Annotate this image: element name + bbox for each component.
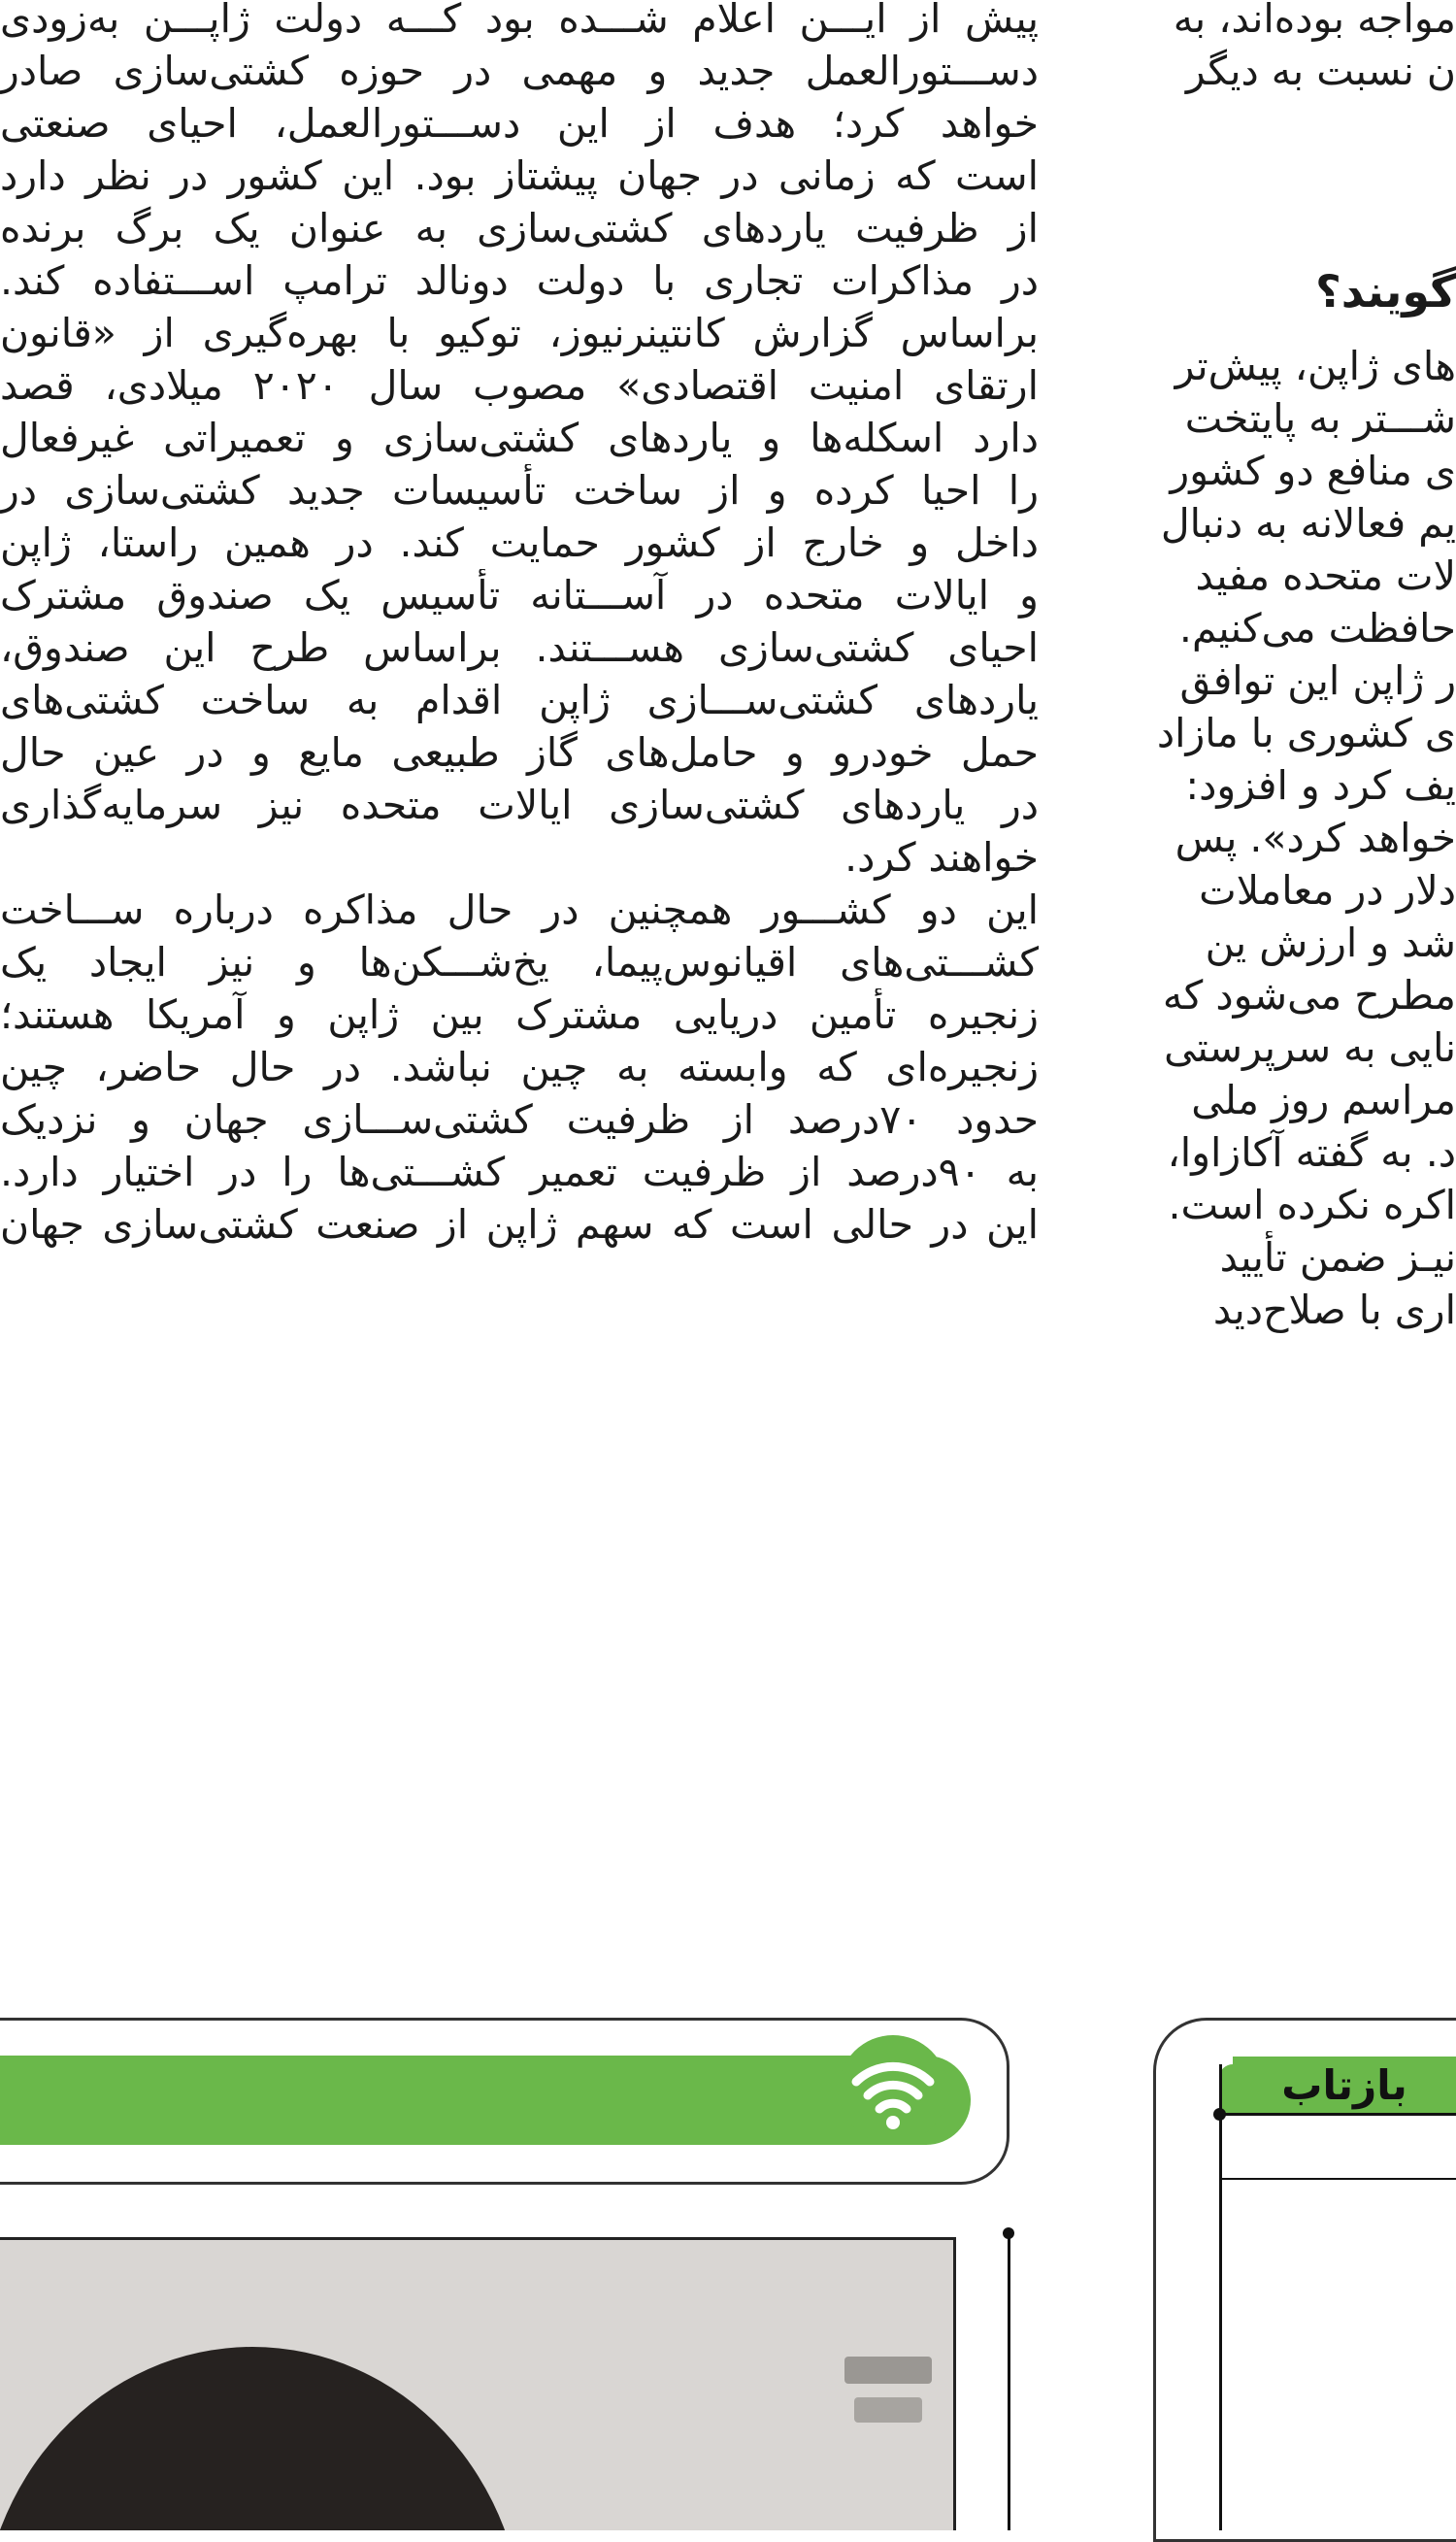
side-line: د. به گفته آکازاوا، — [1167, 1129, 1456, 1176]
side-line: مراسم روز ملی — [1191, 1077, 1456, 1123]
section-banner — [0, 2056, 971, 2145]
side-line: اری با صلاح‌دید — [1212, 1287, 1456, 1333]
article-line: این در حالی است که سهم ژاپن از صنعت کشتی‌سازی جهان — [0, 1201, 1039, 1248]
article-photo — [0, 2237, 956, 2530]
sidebar-box-dot — [1213, 2108, 1226, 2121]
side-line: خواهد کرد». پس — [1175, 815, 1456, 861]
article-line: احیای کشتی‌سازی هســـتند. براساس طرح این صندوق، — [0, 624, 1039, 671]
side-line: ن نسبت به دیگر — [1185, 48, 1456, 94]
article-line: داخل و خارج از کشور حمایت کند. در همین راستا، ژاپن — [0, 519, 1039, 566]
side-line: مواجه بوده‌اند، به — [1173, 0, 1456, 42]
article-line: در مذاکرات تجاری با دولت دونالد ترامپ اســـتفاده کند. — [0, 257, 1039, 304]
article-line: پیش از ایـــن اعلام شـــده بود کـــه دولت ژاپـــن به‌زودی — [0, 0, 1039, 42]
wifi-icon — [835, 2031, 951, 2148]
side-line: های ژاپن، پیش‌تر — [1175, 343, 1456, 389]
article-line: به ۹۰درصد از ظرفیت تعمیر کشـــتی‌ها را در اختیار دارد. — [0, 1149, 1039, 1195]
article-line: یاردهای کشتی‌ســـازی ژاپن اقدام به ساخت کشتی‌های — [0, 677, 1039, 723]
sidebar-box-title: بازتاب — [1281, 2061, 1407, 2109]
side-line: لات متحده مفید — [1195, 552, 1456, 599]
sidebar-box-rule-top — [1215, 2113, 1456, 2116]
article-line: این دو کشـــور همچنین در حال مذاکره درباره ســـاخت — [0, 886, 1039, 933]
article-line: خواهد کرد؛ هدف از این دســـتورالعمل، احیای صنعتی — [0, 100, 1039, 147]
article-main-column — [0, 0, 1039, 1251]
article-line: براساس گزارش کانتینرنیوز، توکیو با بهره‌گیری از «قانون — [0, 310, 1039, 356]
side-line: شد و ارزش ین — [1205, 920, 1456, 966]
article-line: کشـــتی‌های اقیانوس‌پیما، یخ‌شـــکن‌ها و نیز ایجاد یک — [0, 939, 1039, 986]
photo-caption-dot — [1003, 2227, 1014, 2239]
side-line: یف کرد و افزود: — [1185, 762, 1456, 809]
side-line: ر ژاپن این توافق — [1179, 657, 1456, 704]
article-line: زنجیره‌ای که وابسته به چین نباشد. در حال حاضر، چین — [0, 1044, 1039, 1090]
photo-caption-line — [1008, 2233, 1010, 2530]
sidebar-box-title-bar — [1233, 2057, 1456, 2115]
article-line: از ظرفیت یاردهای کشتی‌سازی به عنوان یک برگ برنده — [0, 205, 1039, 251]
article-line: زنجیره تأمین دریایی مشترک بین ژاپن و آمریکا هستند؛ — [0, 991, 1039, 1038]
side-line: حافظت می‌کنیم. — [1178, 605, 1456, 652]
side-line: اکره نکرده است. — [1168, 1182, 1456, 1228]
article-line: دارد اسکله‌ها و یاردهای کشتی‌سازی و تعمیراتی غیرفعال — [0, 415, 1039, 461]
article-line: ارتقای امنیت اقتصادی» مصوب سال ۲۰۲۰ میلادی، قصد — [0, 362, 1039, 409]
article-line: را احیا کرده و از ساخت تأسیسات جدید کشتی‌سازی در — [0, 467, 1039, 514]
article-line: حمل خودرو و حامل‌های گاز طبیعی مایع و در عین حال — [0, 729, 1039, 776]
side-line: مطرح می‌شود که — [1162, 972, 1456, 1019]
side-line: دلار در معاملات — [1199, 867, 1456, 914]
side-line: نیـز ضمن تأیید — [1219, 1234, 1456, 1281]
sidebar-box-rule-divider — [1219, 2178, 1456, 2180]
article-line: است که زمانی در جهان پیشتاز بود. این کشور در نظر دارد — [0, 152, 1039, 199]
side-line: نایی به سرپرستی — [1164, 1024, 1456, 1071]
sidebar-box-rule-vertical — [1219, 2064, 1222, 2530]
article-line: خواهند کرد. — [844, 834, 1039, 881]
article-line: حدود ۷۰درصد از ظرفیت کشتی‌ســـازی جهان و نزدیک — [0, 1096, 1039, 1143]
photo-background-logo — [835, 2337, 942, 2454]
side-line: شـــتر به پایتخت — [1184, 395, 1456, 442]
article-line: در یاردهای کشتی‌سازی ایالات متحده نیز سرمایه‌گذاری — [0, 782, 1039, 828]
side-line: ی کشوری با مازاد — [1156, 710, 1456, 756]
article-line: و ایالات متحده در آســـتانه تأسیس یک صندوق مشترک — [0, 572, 1039, 619]
section-heading: گویند؟ — [1315, 265, 1456, 318]
article-line: دســـتورالعمل جدید و مهمی در حوزه کشتی‌سازی صادر — [0, 48, 1039, 94]
article-side-column — [1145, 0, 1456, 97]
article-side-column-body — [1145, 340, 1456, 1336]
side-line: یم فعالانه به دنبال — [1160, 500, 1456, 547]
side-line: ی منافع دو کشور — [1170, 448, 1456, 494]
photo-person-silhouette — [0, 2347, 524, 2530]
